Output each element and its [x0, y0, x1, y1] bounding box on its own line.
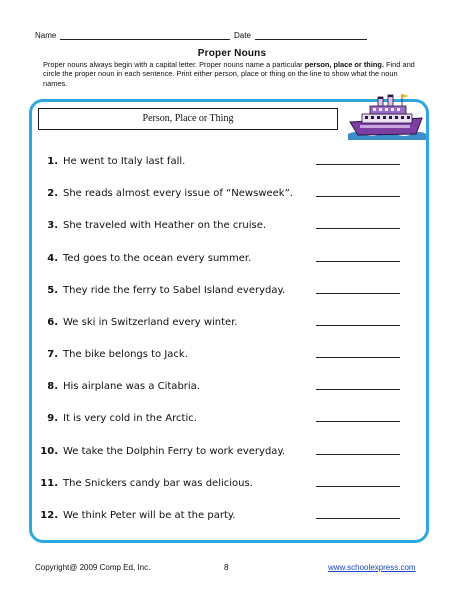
instructions-bold: person, place or thing. — [304, 60, 384, 69]
question-item — [40, 443, 428, 461]
question-item — [40, 185, 428, 203]
question-text: She traveled with Heather on the cruise. — [63, 220, 267, 231]
question-text: It is very cold in the Arctic. — [63, 413, 197, 424]
question-number: 12. — [40, 510, 58, 521]
answer-line[interactable] — [316, 357, 400, 358]
answer-line[interactable] — [316, 454, 400, 455]
date-blank-line[interactable] — [255, 30, 367, 40]
question-item — [40, 153, 428, 171]
question-text: We take the Dolphin Ferry to work everyday. — [63, 446, 286, 457]
answer-line[interactable] — [316, 228, 400, 229]
question-item — [40, 410, 428, 428]
question-number: 5. — [47, 285, 58, 296]
question-item — [40, 507, 428, 525]
question-number: 7. — [47, 349, 58, 360]
question-number: 1. — [47, 156, 58, 167]
name-blank-line[interactable] — [60, 30, 230, 40]
question-item — [40, 346, 428, 364]
answer-line[interactable] — [316, 486, 400, 487]
question-item — [40, 475, 428, 493]
question-number: 9. — [47, 413, 58, 424]
date-field — [234, 30, 367, 40]
name-label: Name — [35, 31, 57, 40]
instructions — [43, 60, 415, 88]
question-number: 11. — [40, 478, 58, 489]
answer-line[interactable] — [316, 196, 400, 197]
question-item — [40, 378, 428, 396]
instructions-part2: Find and circle the proper noun in each sentence. Print either person, place or thing on the line to show what the noun names. — [43, 60, 415, 88]
question-number: 10. — [40, 446, 58, 457]
question-item — [40, 217, 428, 235]
answer-line[interactable] — [316, 518, 400, 519]
cruise-ship-icon — [346, 92, 426, 140]
question-text: We think Peter will be at the party. — [63, 510, 236, 521]
instructions-part1: Proper nouns always begin with a capital letter. Proper nouns name a particular — [43, 60, 305, 69]
answer-line[interactable] — [316, 421, 400, 422]
question-number: 4. — [47, 253, 58, 264]
question-item — [40, 282, 428, 300]
question-item — [40, 314, 428, 332]
question-text: The Snickers candy bar was delicious. — [63, 478, 253, 489]
website-link[interactable]: www.schoolexpress.com — [328, 563, 416, 572]
answer-line[interactable] — [316, 389, 400, 390]
section-banner: Person, Place or Thing — [38, 108, 338, 130]
question-text: They ride the ferry to Sabel Island everyday. — [63, 285, 286, 296]
date-label: Date — [234, 31, 251, 40]
question-text: We ski in Switzerland every winter. — [63, 317, 238, 328]
question-number: 3. — [47, 220, 58, 231]
copyright-notice: Copyright@ 2009 Comp Ed, Inc. — [35, 563, 151, 572]
page-number: 8 — [224, 563, 229, 572]
question-text: His airplane was a Citabria. — [63, 381, 200, 392]
question-number: 8. — [47, 381, 58, 392]
page-title: Proper Nouns — [197, 48, 267, 59]
answer-line[interactable] — [316, 261, 400, 262]
question-text: Ted goes to the ocean every summer. — [63, 253, 252, 264]
question-text: The bike belongs to Jack. — [63, 349, 188, 360]
answer-line[interactable] — [316, 293, 400, 294]
question-number: 2. — [47, 188, 58, 199]
question-item — [40, 250, 428, 268]
question-text: She reads almost every issue of “Newsweek”. — [63, 188, 293, 199]
question-number: 6. — [47, 317, 58, 328]
question-text: He went to Italy last fall. — [63, 156, 186, 167]
answer-line[interactable] — [316, 325, 400, 326]
answer-line[interactable] — [316, 164, 400, 165]
name-field — [35, 30, 230, 40]
